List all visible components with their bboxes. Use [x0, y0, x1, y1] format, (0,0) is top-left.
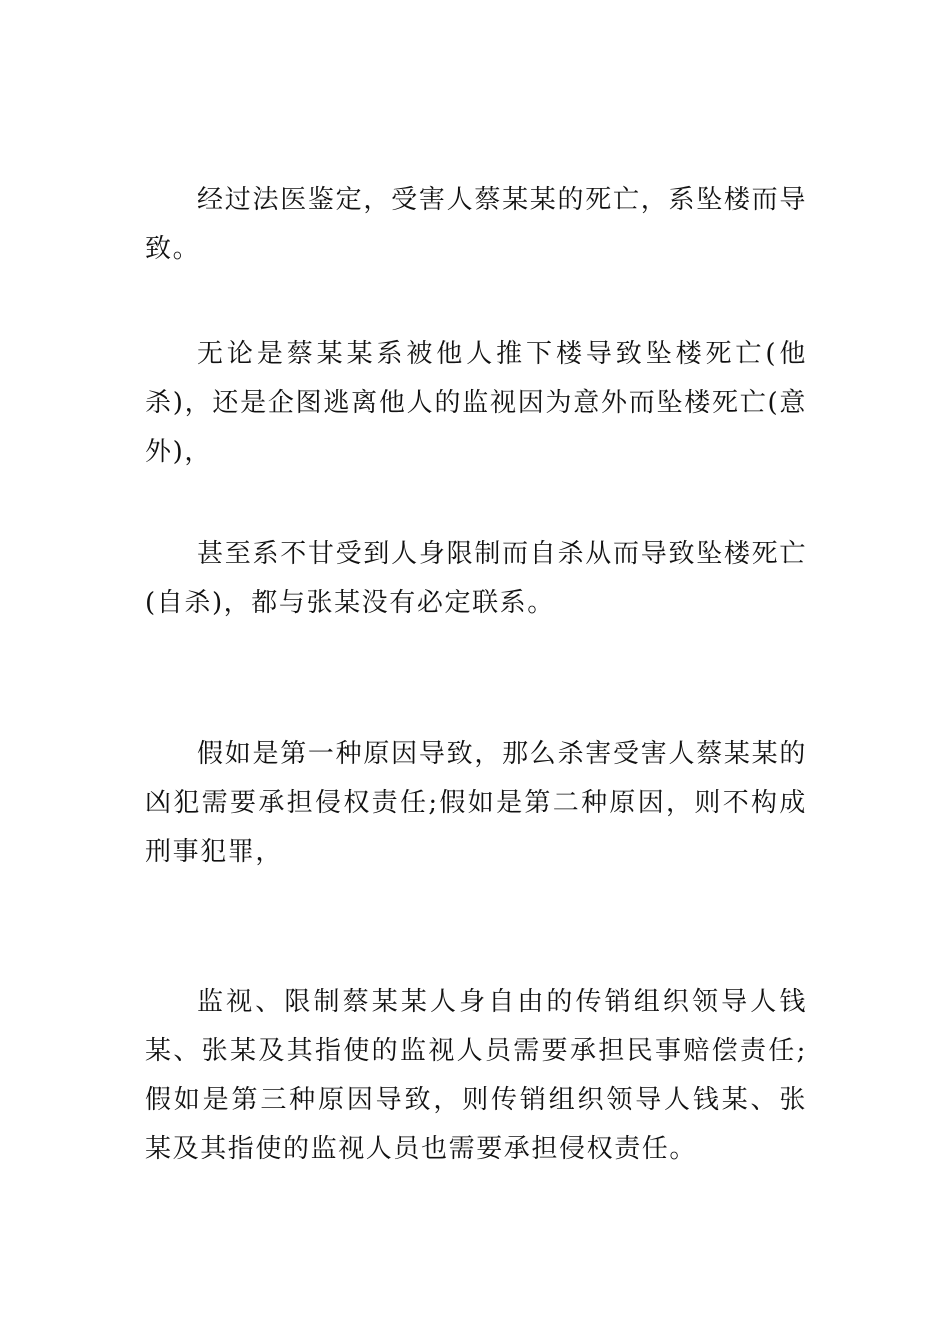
paragraph-suicide: 甚至系不甘受到人身限制而自杀从而导致坠楼死亡(自杀)，都与张某没有必定联系。	[145, 539, 807, 618]
paragraph-homicide-or-accident: 无论是蔡某某系被他人推下楼导致坠楼死亡(他杀)，还是企图逃离他人的监视因为意外而坠楼死亡(意外)，	[145, 339, 807, 467]
paragraph-liability: 监视、限制蔡某某人身自由的传销组织领导人钱某、张某及其指使的监视人员需要承担民事赔偿责任;假如是第三种原因导致，则传销组织领导人钱某、张某及其指使的监视人员也需要承担侵权责任。	[145, 987, 807, 1164]
paragraph-first-second-cause: 假如是第一种原因导致，那么杀害受害人蔡某某的凶犯需要承担侵权责任;假如是第二种原因，则不构成刑事犯罪，	[145, 739, 807, 867]
paragraph-forensic-conclusion: 经过法医鉴定，受害人蔡某某的死亡，系坠楼而导致。	[145, 185, 807, 264]
